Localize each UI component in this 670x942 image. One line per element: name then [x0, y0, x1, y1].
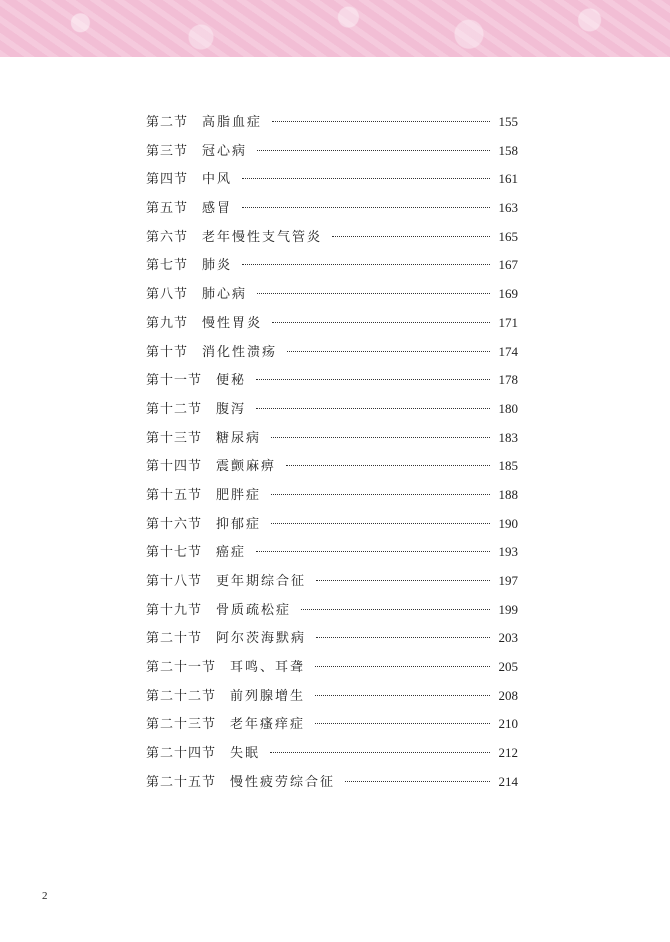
toc-section-number: 第十二节: [146, 401, 203, 417]
toc-entry-title: 消化性溃疡: [202, 344, 278, 360]
toc-leader-dots: [315, 695, 490, 696]
toc-entry[interactable]: [146, 714, 518, 743]
toc-page-number: 212: [498, 745, 518, 761]
toc-entry[interactable]: [146, 571, 518, 600]
toc-entry[interactable]: [146, 686, 518, 715]
toc-leader-dots: [257, 150, 490, 151]
page-number: 2: [42, 890, 48, 902]
toc-entry-title: 骨质疏松症: [216, 602, 292, 618]
toc-leader-dots: [286, 465, 490, 466]
toc-entry-title: 腹泻: [216, 401, 247, 417]
toc-leader-dots: [272, 322, 490, 323]
toc-section-number: 第二十三节: [146, 717, 217, 733]
toc-page-number: 178: [498, 372, 518, 388]
toc-entry-title: 失眠: [230, 746, 261, 762]
toc-entry[interactable]: [146, 141, 518, 170]
toc-entry-title: 肥胖症: [216, 487, 262, 503]
toc-section-number: 第七节: [146, 258, 189, 274]
toc-entry-title: 阿尔茨海默病: [216, 631, 307, 647]
toc-page-number: 197: [498, 573, 518, 588]
toc-page-number: 155: [498, 114, 518, 129]
toc-page-number: 208: [498, 687, 518, 703]
toc-entry[interactable]: [146, 772, 518, 801]
toc-leader-dots: [256, 379, 490, 380]
toc-section-number: 第十七节: [146, 545, 203, 561]
toc-section-number: 第十三节: [146, 430, 203, 446]
toc-entry[interactable]: [146, 255, 518, 284]
toc-section-number: 第二十二节: [146, 688, 217, 704]
toc-entry[interactable]: [146, 456, 518, 485]
toc-entry[interactable]: [146, 169, 518, 198]
toc-leader-dots: [270, 752, 490, 753]
toc-entry[interactable]: [146, 428, 518, 457]
toc-page-number: 171: [498, 314, 518, 330]
toc-section-number: 第二节: [146, 115, 189, 130]
toc-leader-dots: [271, 437, 490, 438]
toc-entry[interactable]: [146, 112, 518, 141]
toc-page-number: 185: [498, 458, 518, 474]
toc-leader-dots: [257, 293, 490, 294]
toc-entry-title: 老年慢性支气管炎: [202, 229, 323, 245]
toc-leader-dots: [316, 637, 490, 638]
toc-section-number: 第十八节: [146, 574, 203, 589]
toc-section-number: 第五节: [146, 201, 189, 217]
toc-section-number: 第十九节: [146, 602, 203, 618]
toc-page-number: 188: [498, 486, 518, 502]
toc-entry[interactable]: [146, 370, 518, 399]
toc-leader-dots: [287, 351, 490, 352]
toc-page-number: 167: [498, 257, 518, 273]
toc-section-number: 第三节: [146, 143, 189, 159]
toc-entry[interactable]: [146, 628, 518, 657]
toc-section-number: 第十一节: [146, 373, 203, 389]
toc-entry-title: 抑郁症: [216, 516, 262, 532]
toc-entry[interactable]: [146, 342, 518, 371]
toc-leader-dots: [332, 236, 490, 237]
toc-entry-title: 冠心病: [202, 143, 248, 159]
toc-entry-title: 前列腺增生: [230, 688, 306, 704]
toc-entry[interactable]: [146, 399, 518, 428]
toc-section-number: 第九节: [146, 315, 189, 331]
toc-entry-title: 更年期综合征: [216, 574, 307, 589]
toc-leader-dots: [272, 121, 490, 122]
toc-leader-dots: [242, 207, 490, 208]
toc-entry[interactable]: [146, 514, 518, 543]
toc-entry-title: 慢性胃炎: [202, 315, 263, 331]
toc-section-number: 第二十五节: [146, 774, 217, 790]
toc-section-number: 第八节: [146, 287, 189, 303]
toc-leader-dots: [271, 494, 490, 495]
toc-leader-dots: [271, 523, 490, 524]
toc-entry-title: 便秘: [216, 373, 247, 389]
toc-leader-dots: [301, 609, 490, 610]
toc-page-number: 203: [498, 630, 518, 646]
toc-entry-title: 糖尿病: [216, 430, 262, 446]
toc-leader-dots: [315, 666, 490, 667]
toc-section-number: 第十六节: [146, 516, 203, 532]
toc-page-number: 169: [498, 286, 518, 302]
toc-section-number: 第十五节: [146, 487, 203, 503]
toc-leader-dots: [315, 723, 490, 724]
toc-entry[interactable]: [146, 743, 518, 772]
floral-header-banner: [0, 0, 670, 57]
toc-entry-title: 肺心病: [202, 287, 248, 303]
toc-page-number: 205: [498, 659, 518, 675]
toc-entry[interactable]: [146, 313, 518, 342]
toc-entry-title: 慢性疲劳综合征: [230, 774, 336, 790]
toc-entry[interactable]: [146, 542, 518, 571]
toc-entry[interactable]: [146, 227, 518, 256]
toc-page-number: 158: [498, 142, 518, 158]
toc-entry-title: 老年瘙痒症: [230, 717, 306, 733]
toc-entry-title: 中风: [202, 172, 233, 188]
toc-page-number: 165: [498, 228, 518, 244]
toc-entry[interactable]: [146, 657, 518, 686]
toc-entry[interactable]: [146, 198, 518, 227]
toc-leader-dots: [256, 408, 490, 409]
toc-page-number: 180: [498, 400, 518, 416]
toc-page-number: 183: [498, 429, 518, 445]
toc-page-number: 190: [498, 515, 518, 531]
toc-entry-title: 肺炎: [202, 258, 233, 274]
toc-entry[interactable]: [146, 600, 518, 629]
toc-entry-title: 震颤麻痹: [216, 459, 277, 475]
toc-section-number: 第二十四节: [146, 746, 217, 762]
toc-page-number: 210: [498, 716, 518, 732]
toc-section-number: 第二十一节: [146, 660, 217, 676]
toc-leader-dots: [316, 580, 490, 581]
toc-entry-title: 耳鸣、耳聋: [230, 660, 306, 676]
toc-entry[interactable]: [146, 284, 518, 313]
toc-entry-title: 高脂血症: [202, 115, 263, 130]
toc-section-number: 第二十节: [146, 631, 203, 647]
toc-page-number: 193: [498, 544, 518, 560]
toc-page-number: 161: [498, 171, 518, 187]
toc-entry-title: 癌症: [216, 545, 247, 561]
toc-section-number: 第四节: [146, 172, 189, 188]
toc-section-number: 第十四节: [146, 459, 203, 475]
toc-leader-dots: [242, 178, 490, 179]
toc-page-number: 214: [498, 773, 518, 789]
toc-page-number: 199: [498, 601, 518, 617]
toc-section-number: 第十节: [146, 344, 189, 360]
toc-leader-dots: [242, 264, 490, 265]
toc-entry[interactable]: [146, 485, 518, 514]
toc-page-number: 174: [498, 343, 518, 359]
toc-leader-dots: [256, 551, 490, 552]
toc-page-number: 163: [498, 200, 518, 216]
toc-leader-dots: [345, 781, 490, 782]
toc-entry-title: 感冒: [202, 201, 233, 217]
table-of-contents: [146, 112, 518, 801]
toc-section-number: 第六节: [146, 229, 189, 245]
